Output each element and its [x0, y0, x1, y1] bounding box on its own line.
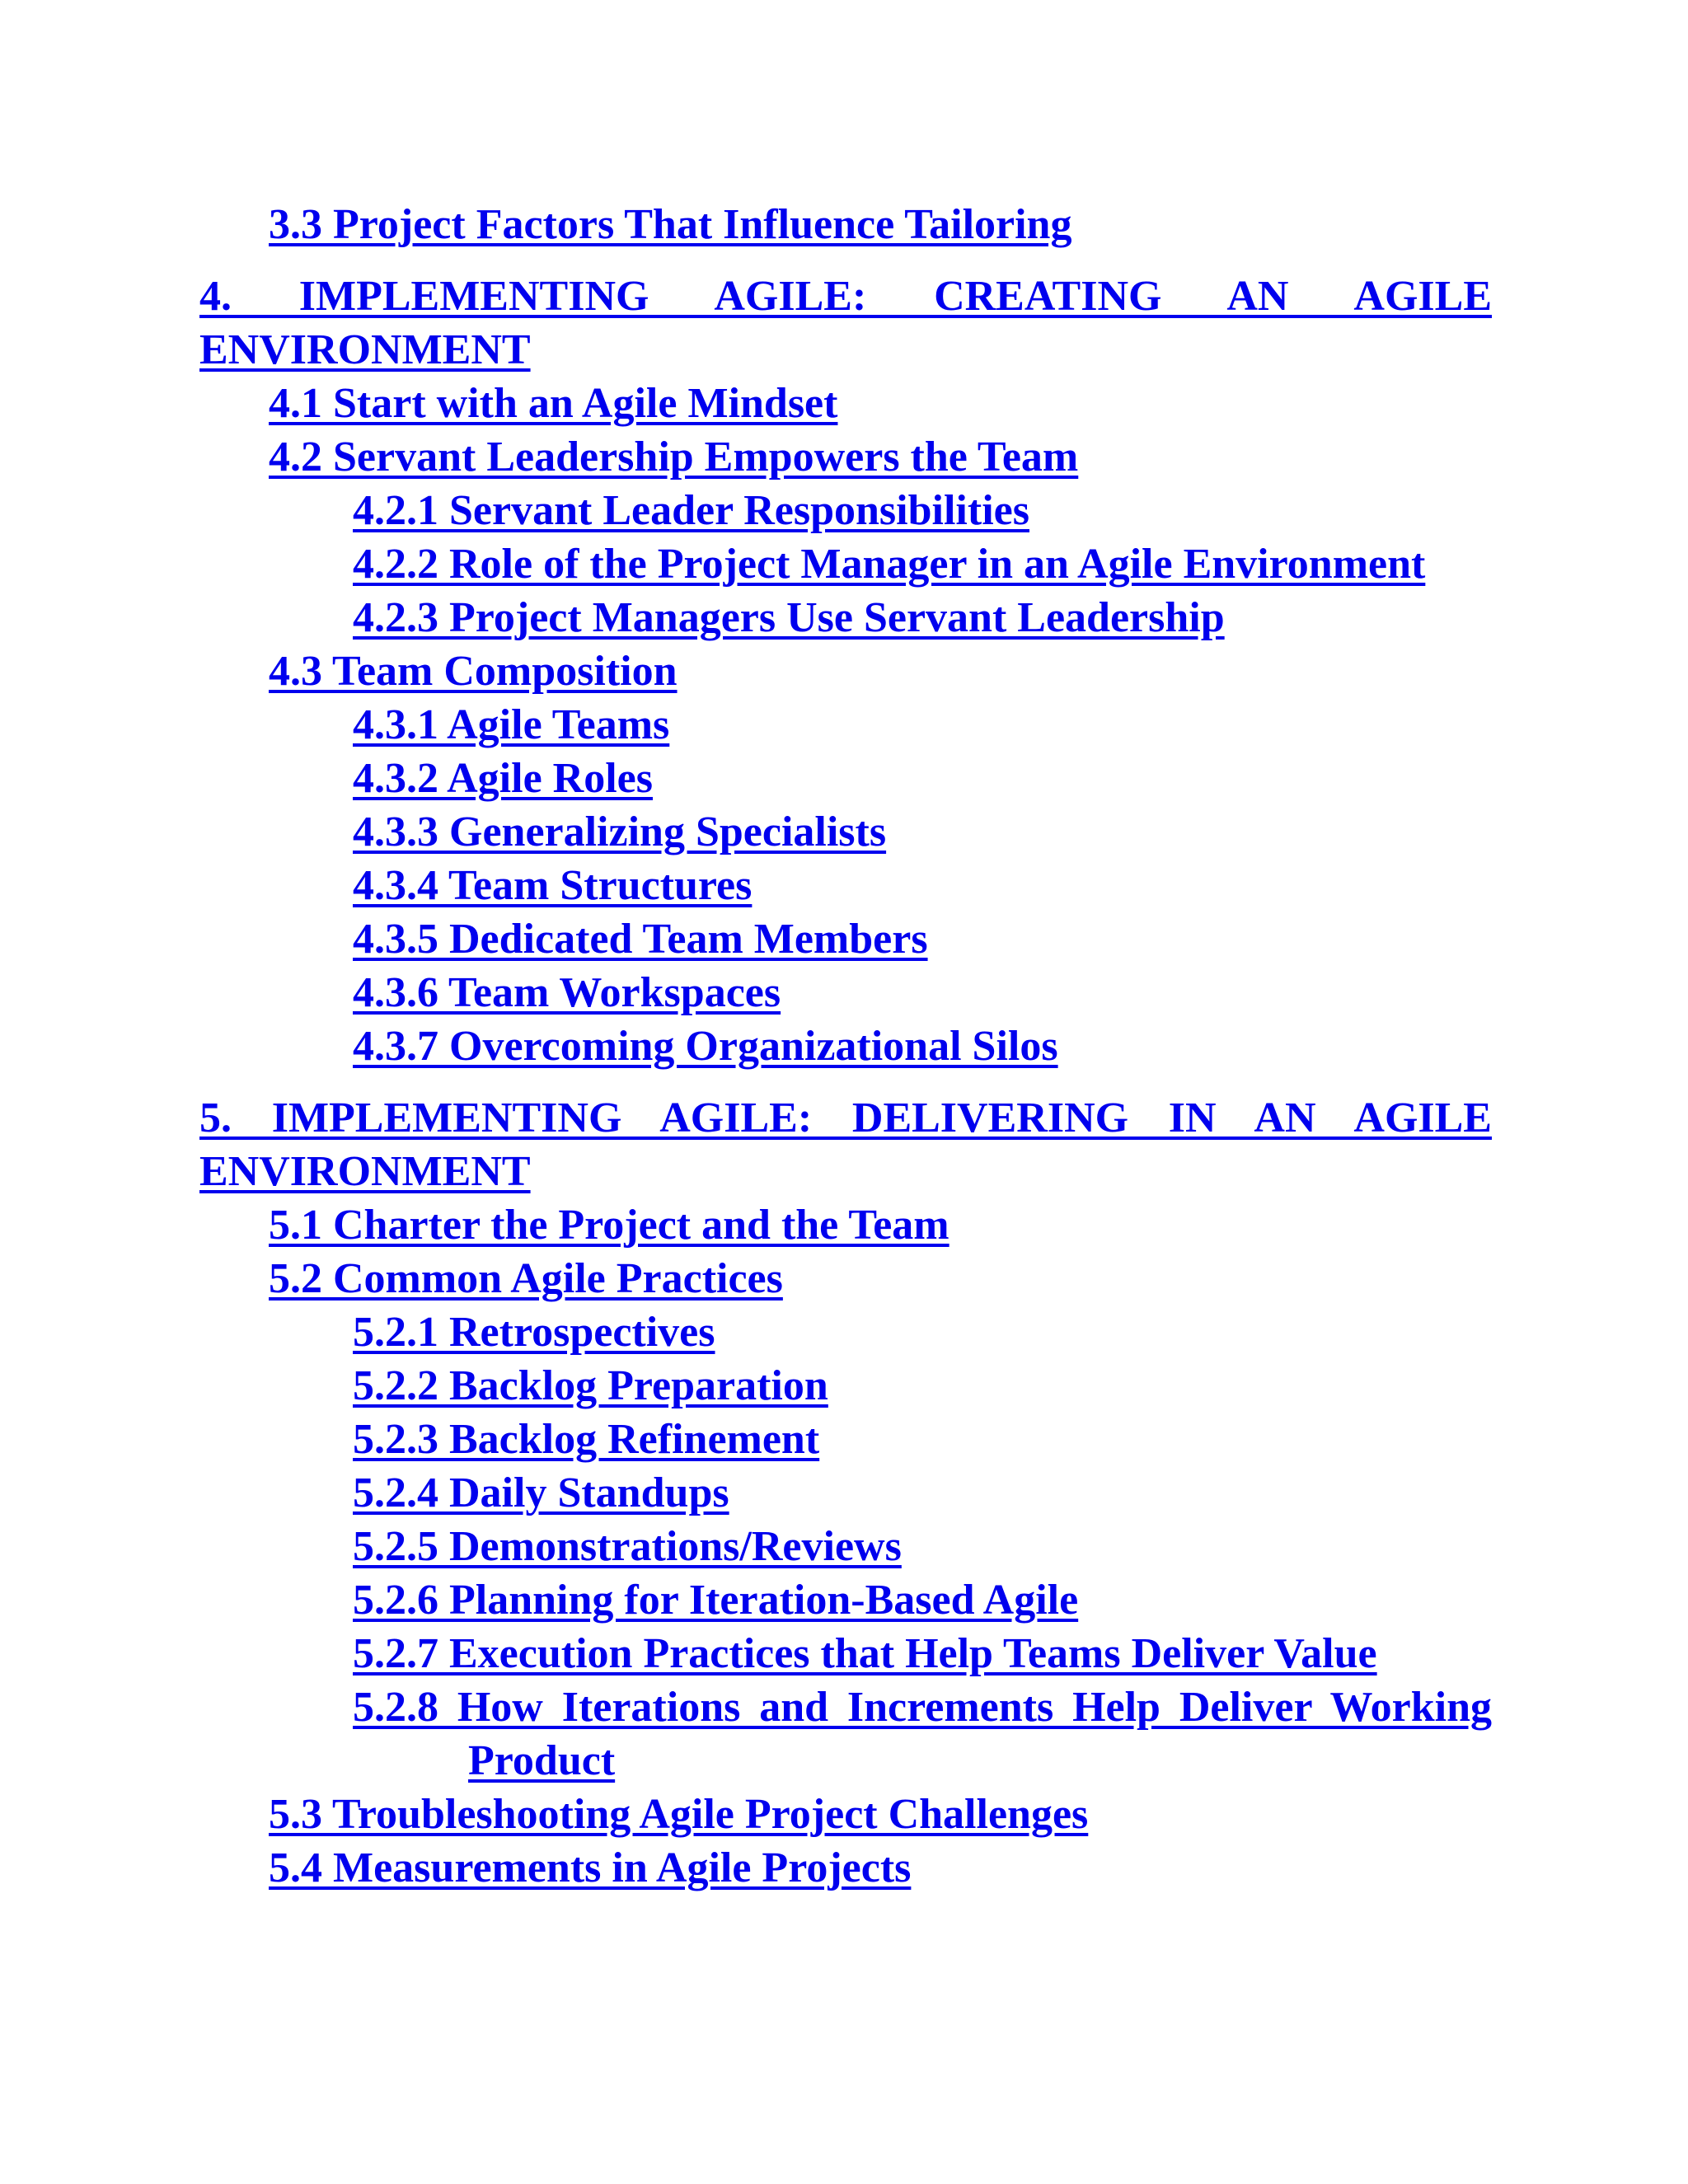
- toc-link-4-3-2[interactable]: 4.3.2 Agile Roles: [353, 755, 653, 802]
- toc-link-4-3-6[interactable]: 4.3.6 Team Workspaces: [353, 969, 781, 1016]
- toc-link-4-3-4[interactable]: 4.3.4 Team Structures: [353, 862, 753, 909]
- toc-link-chapter-5[interactable]: 5. IMPLEMENTING AGILE: DELIVERING IN AN AGILE ENVIRONMENT: [199, 1094, 1492, 1195]
- toc-link-4-2[interactable]: 4.2 Servant Leadership Empowers the Team: [269, 434, 1079, 480]
- toc-link-4-2-3[interactable]: 4.2.3 Project Managers Use Servant Leadership: [353, 594, 1225, 641]
- toc-link-4-1[interactable]: 4.1 Start with an Agile Mindset: [269, 380, 838, 427]
- toc-link-5-1[interactable]: 5.1 Charter the Project and the Team: [269, 1202, 950, 1249]
- toc-link-4-2-1[interactable]: 4.2.1 Servant Leader Responsibilities: [353, 487, 1029, 534]
- toc-link-5-2-5[interactable]: 5.2.5 Demonstrations/Reviews: [353, 1523, 902, 1570]
- toc-link-chapter-4[interactable]: 4. IMPLEMENTING AGILE: CREATING AN AGILE ENVIRONMENT: [199, 273, 1492, 373]
- toc-link-5-2-7[interactable]: 5.2.7 Execution Practices that Help Teams Deliver Value: [353, 1630, 1377, 1677]
- toc-link-5-3[interactable]: 5.3 Troubleshooting Agile Project Challenges: [269, 1791, 1089, 1838]
- toc-link-4-3-5[interactable]: 4.3.5 Dedicated Team Members: [353, 916, 928, 963]
- toc-link-5-2-8[interactable]: 5.2.8 How Iterations and Increments Help Deliver Working Product: [353, 1684, 1492, 1784]
- toc-link-4-3-7[interactable]: 4.3.7 Overcoming Organizational Silos: [353, 1023, 1058, 1070]
- toc-link-5-2-2[interactable]: 5.2.2 Backlog Preparation: [353, 1362, 828, 1409]
- toc-link-5-4[interactable]: 5.4 Measurements in Agile Projects: [269, 1844, 912, 1891]
- toc-link-4-3[interactable]: 4.3 Team Composition: [269, 648, 678, 695]
- toc-link-5-2-6[interactable]: 5.2.6 Planning for Iteration-Based Agile: [353, 1577, 1079, 1624]
- toc-link-5-2[interactable]: 5.2 Common Agile Practices: [269, 1255, 783, 1302]
- toc-link-5-2-4[interactable]: 5.2.4 Daily Standups: [353, 1469, 729, 1516]
- table-of-contents: [199, 198, 1492, 1895]
- toc-link-4-2-2[interactable]: 4.2.2 Role of the Project Manager in an Agile Environment: [353, 541, 1426, 588]
- toc-link-5-2-3[interactable]: 5.2.3 Backlog Refinement: [353, 1416, 820, 1463]
- toc-link-5-2-1[interactable]: 5.2.1 Retrospectives: [353, 1309, 715, 1356]
- toc-link-3-3[interactable]: 3.3 Project Factors That Influence Tailoring: [269, 201, 1072, 248]
- toc-link-4-3-1[interactable]: 4.3.1 Agile Teams: [353, 701, 670, 748]
- toc-link-4-3-3[interactable]: 4.3.3 Generalizing Specialists: [353, 808, 887, 855]
